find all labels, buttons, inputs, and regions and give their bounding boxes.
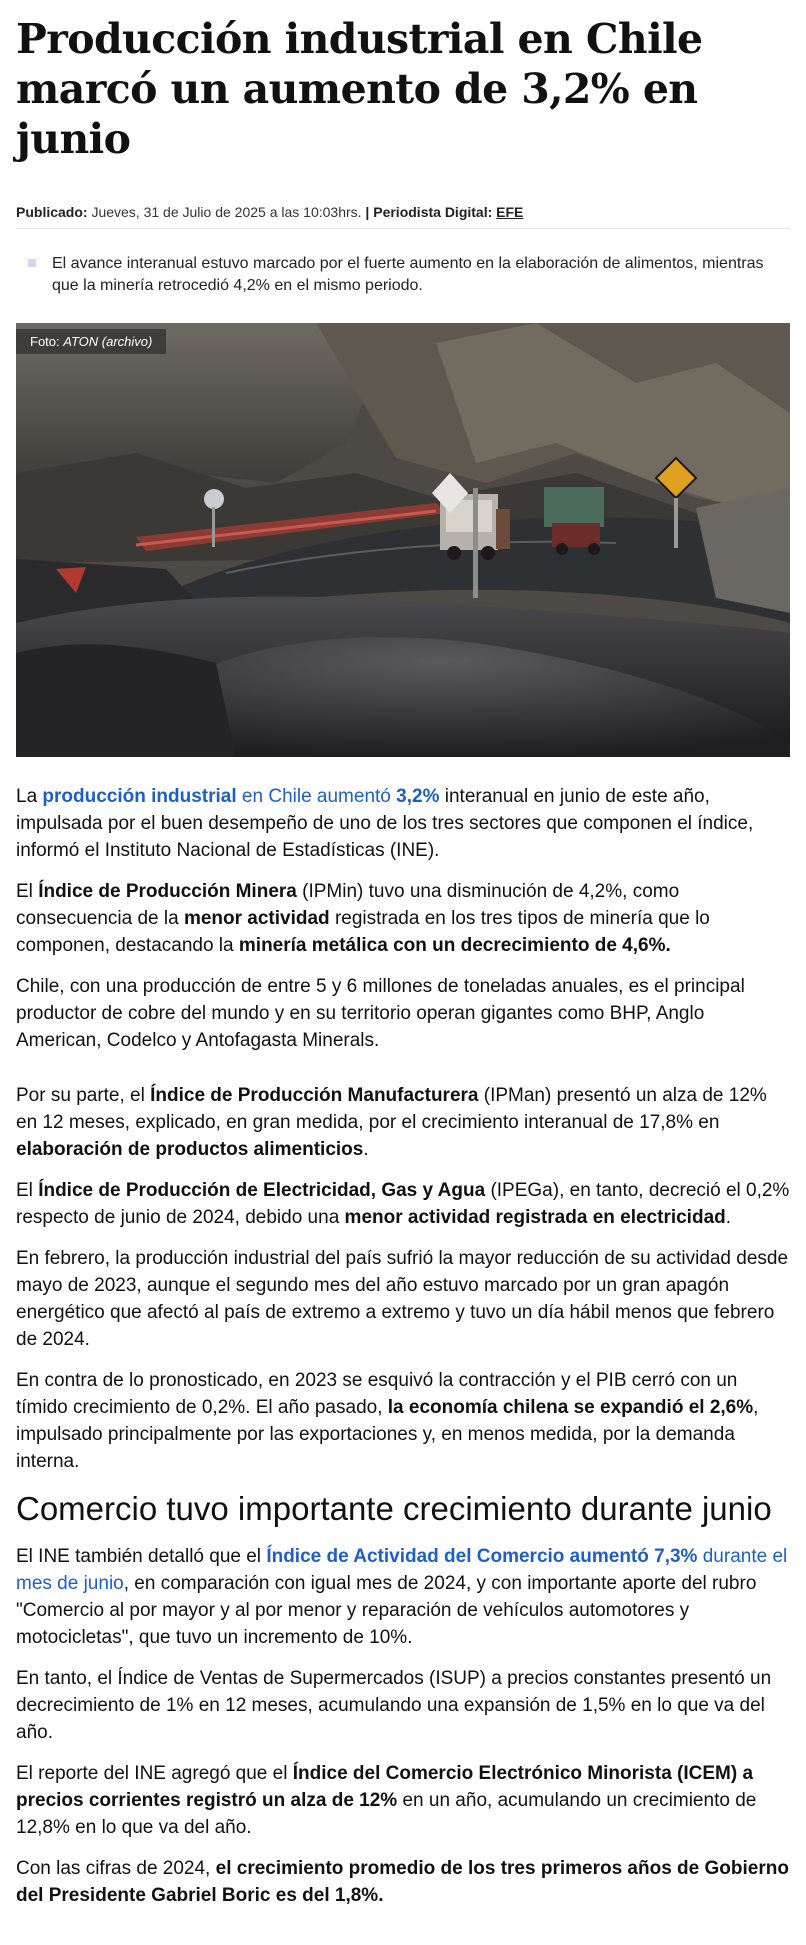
paragraph-9: En tanto, el Índice de Ventas de Supermercados (ISUP) a precios constantes presentó un decrecimiento de 1% en 12 meses, acumulando una expansión de 1,5% en lo que va del año. (16, 1668, 772, 1743)
text: El reporte del INE agregó que el (16, 1763, 293, 1784)
text: registrada en los tres tipos de minería que lo componen, destacando la (16, 908, 710, 956)
text: , impulsado principalmente por las exportaciones y, en menos medida, por la demanda interna. (16, 1397, 759, 1472)
text: La (16, 786, 43, 807)
paragraph-11 (16, 1855, 790, 1909)
text: en un año, acumulando un crecimiento de 12,8% en lo que va del año. (16, 1790, 757, 1838)
paragraph-10 (16, 1760, 790, 1841)
text: Por su parte, el (16, 1085, 151, 1106)
link-bold-value: 3,2% (396, 786, 440, 807)
bold-text: menor actividad (183, 908, 330, 929)
published-label: Publicado: (16, 204, 88, 220)
text: En contra de lo pronosticado, en 2023 se esquivó la contracción y el PIB cerró con un tímido crecimiento de 0,2%. El año pasado, (16, 1370, 738, 1418)
paragraph-7 (16, 1367, 790, 1475)
photo-credit-label: Foto: (30, 334, 60, 349)
link-bold-text: Índice de Actividad del Comercio aumentó 7,3% (266, 1546, 698, 1567)
summary-text: El avance interanual estuvo marcado por el fuerte aumento en la elaboración de alimentos, mientras que la minería retrocedió 4,2% en el mismo periodo. (52, 255, 764, 294)
journalist-label: Periodista Digital: (373, 204, 493, 220)
text: . (363, 1139, 369, 1160)
bold-text: Índice de Producción Minera (38, 881, 297, 902)
paragraph-6: En febrero, la producción industrial del país sufrió la mayor reducción de su actividad desde mayo de 2023, aunque el segundo mes del año estuvo marcado por un gran apagón energético que afectó al país de extremo a extremo y tuvo un día hábil menos que febrero de 2024. (16, 1248, 789, 1350)
section-subheading: Comercio tuvo importante crecimiento durante junio (16, 1490, 772, 1527)
link-text: durante el mes de junio (16, 1546, 788, 1594)
text: interanual en junio de este año, impulsada por el buen desempeño de uno de los tres sectores que componen el índice, informó el Instituto Nacional de Estadísticas (INE). (16, 786, 754, 861)
bullet-icon (28, 259, 36, 267)
bold-text: menor actividad registrada en electricidad (344, 1207, 726, 1228)
paragraph-3: Chile, con una producción de entre 5 y 6 millones de toneladas anuales, es el principal productor de cobre del mundo y en su territorio operan gigantes como BHP, Anglo American, Codelco y Antofagasta Minerals. (16, 976, 745, 1051)
paragraph-1 (16, 783, 790, 864)
photo-credit-source: ATON (archivo) (63, 334, 153, 349)
text: (IPMin) tuvo una disminución de 4,2%, como consecuencia de la (16, 881, 680, 929)
article-photo (16, 323, 790, 757)
paragraph-5 (16, 1177, 790, 1231)
bold-text: Índice del Comercio Electrónico Minorista (ICEM) a precios corrientes registró un alza de 12% (16, 1763, 754, 1811)
text: . (725, 1207, 732, 1228)
text: El (16, 881, 39, 902)
published-date: Jueves, 31 de Julio de 2025 a las 10:03hrs. (91, 204, 362, 220)
bold-text: Índice de Producción de Electricidad, Gas y Agua (38, 1180, 486, 1201)
paragraph-4 (16, 1082, 790, 1163)
text: El INE también detalló que el (16, 1546, 267, 1567)
paragraph-2 (16, 878, 790, 959)
bold-text: Índice de Producción Manufacturera (150, 1085, 479, 1106)
journalist-link[interactable]: EFE (496, 204, 524, 220)
article-title: Producción industrial en Chile marcó un aumento de 3,2% en junio (16, 15, 703, 163)
text: El (16, 1180, 39, 1201)
bold-text: la economía chilena se expandió el 2,6% (387, 1397, 754, 1418)
link-text: en Chile aumentó (236, 786, 397, 807)
bold-text: elaboración de productos alimenticios (16, 1139, 364, 1160)
bold-text: minería metálica con un decrecimiento de 4,6%. (238, 935, 671, 956)
link-bold-text: producción industrial (42, 786, 237, 807)
paragraph-8 (16, 1543, 790, 1651)
bold-text: el crecimiento promedio de los tres primeros años de Gobierno del Presidente Gabriel Boric es del 1,8%. (16, 1858, 789, 1906)
article-summary (16, 253, 790, 297)
mining-road-photo (16, 323, 790, 757)
link-produccion-industrial[interactable] (42, 786, 439, 807)
photo-credit (16, 329, 166, 354)
article (16, 0, 790, 1923)
article-meta (16, 204, 790, 229)
text: , en comparación con igual mes de 2024, y con importante aporte del rubro "Comercio al por mayor y al por menor y reparación de vehículos automotores y motocicletas", que tuvo un incremento de 10%. (16, 1573, 757, 1648)
text: (IPEGa), en tanto, decreció el 0,2% respecto de junio de 2024, debido una (16, 1180, 790, 1228)
meta-separator: | (365, 204, 370, 220)
text: (IPMan) presentó un alza de 12% en 12 meses, explicado, en gran medida, por el crecimiento interanual de 17,8% en (16, 1085, 767, 1133)
article-body (16, 783, 790, 1909)
text: Con las cifras de 2024, (16, 1858, 216, 1879)
